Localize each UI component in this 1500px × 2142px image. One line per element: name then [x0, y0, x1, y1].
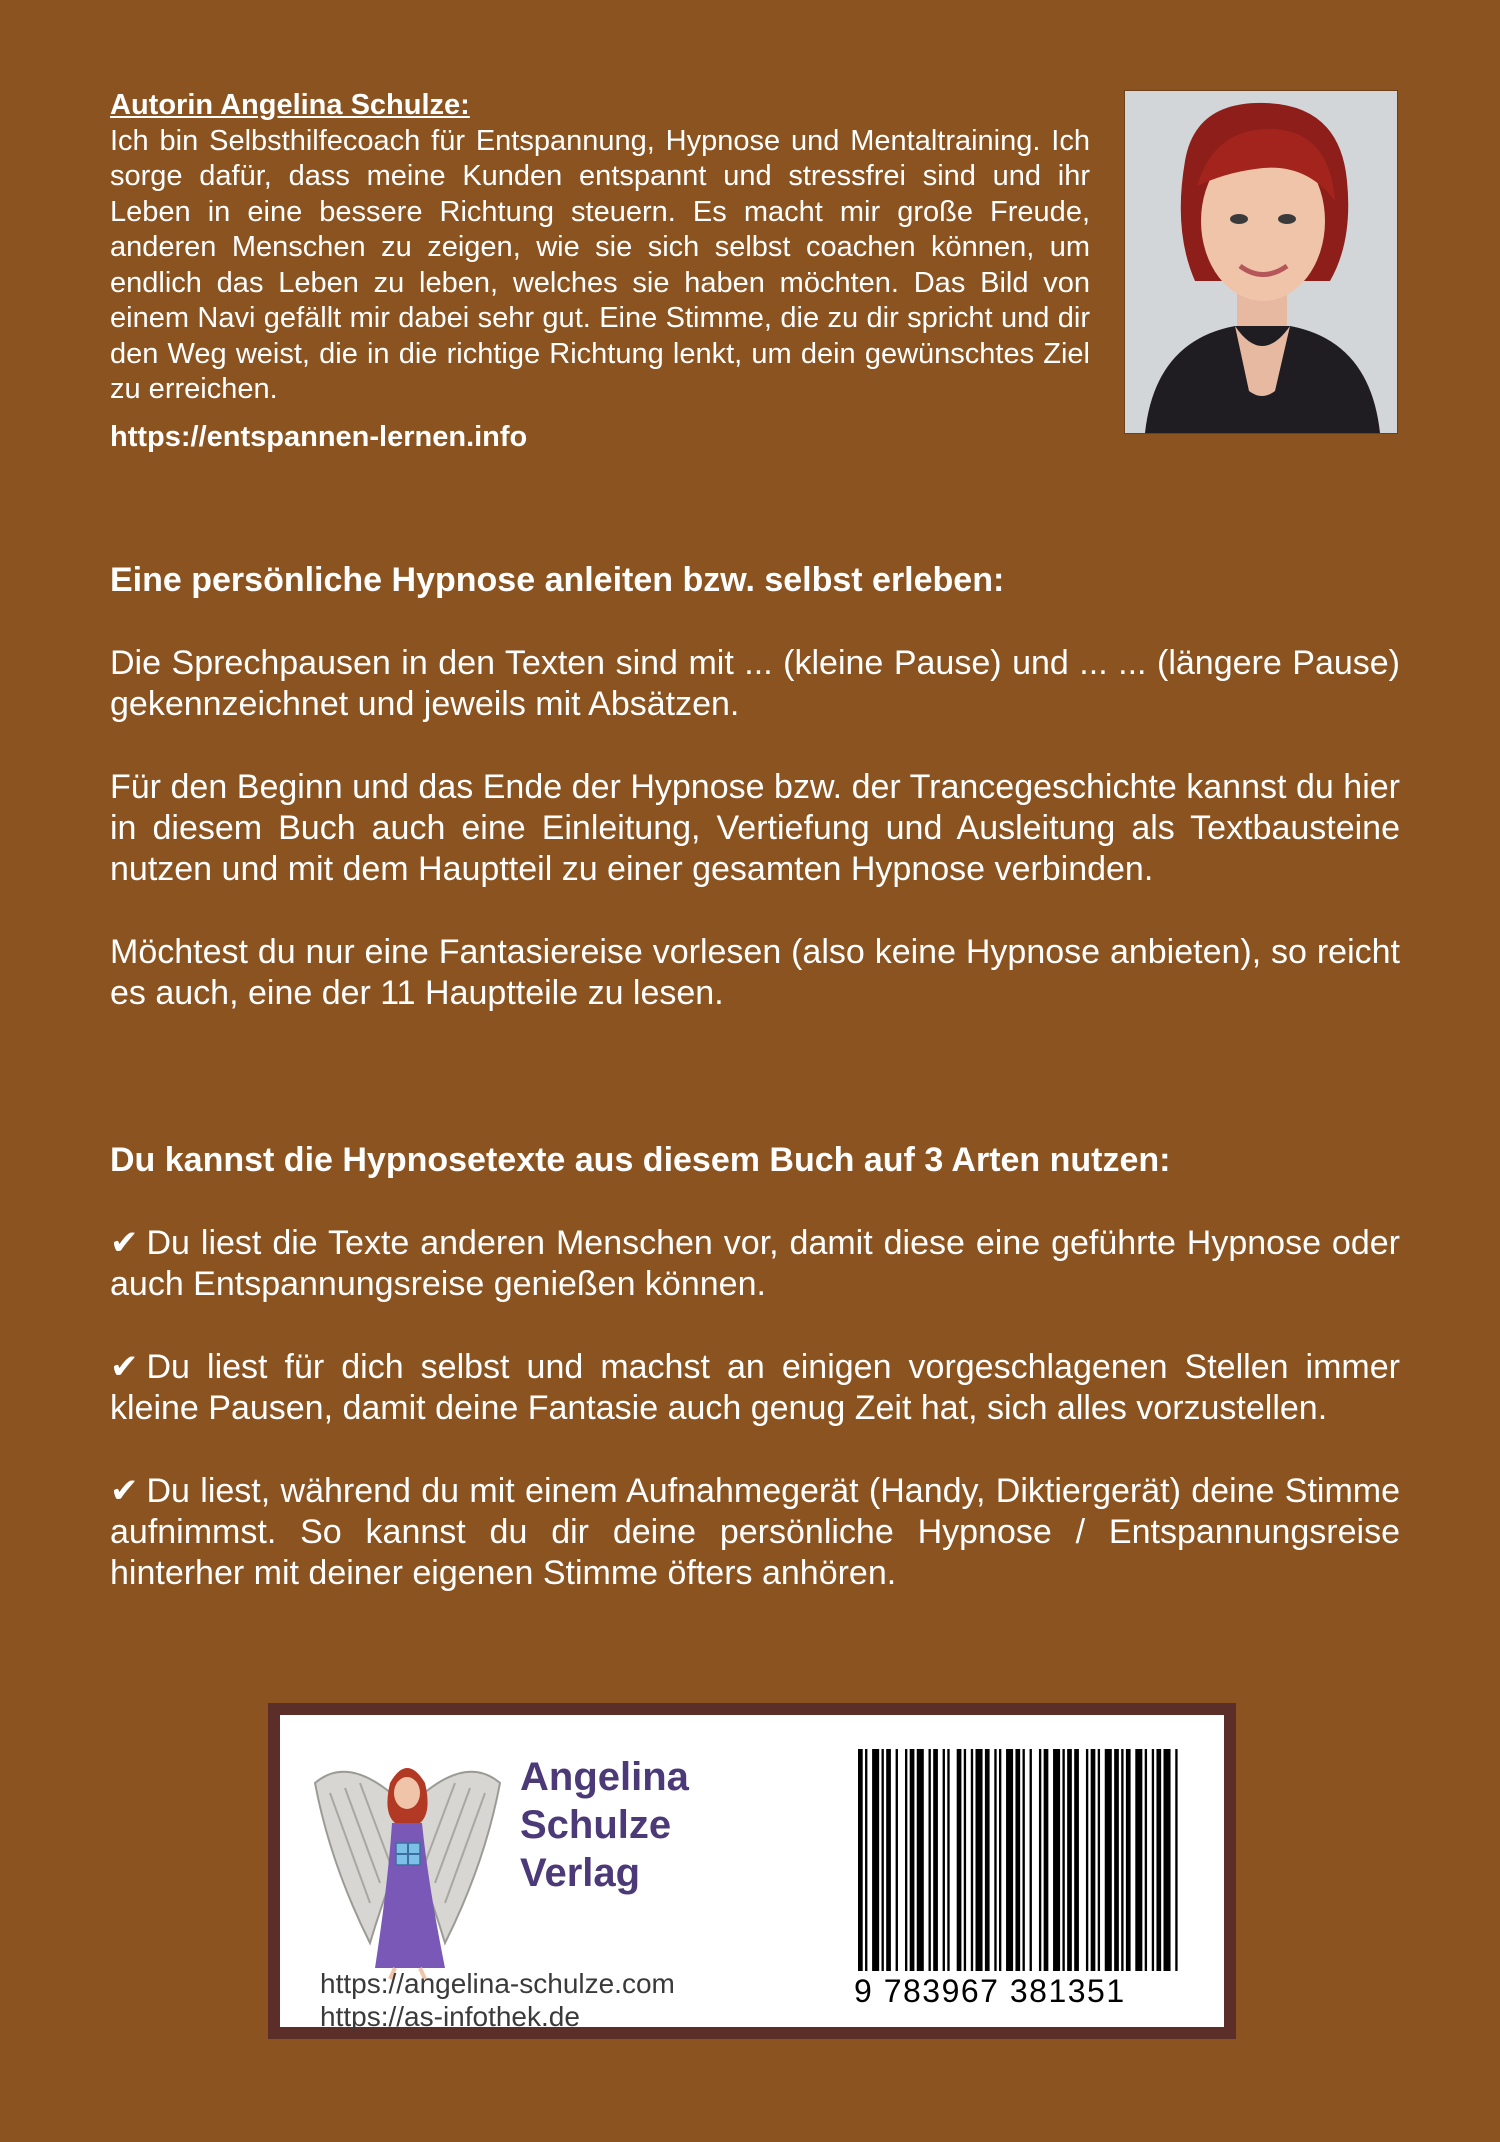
barcode-bar — [1015, 1749, 1020, 1971]
barcode-bar — [1135, 1749, 1142, 1971]
barcode-bar — [865, 1749, 867, 1971]
barcode-bar — [929, 1749, 931, 1971]
barcode-bar — [886, 1749, 891, 1971]
usage-item-text: Du liest für dich selbst und machst an einigen vorgeschlagenen Stellen immer kleine Pausen, damit deine Fantasie auch genug Zeit hat, sich alles vorzustellen. — [110, 1348, 1400, 1427]
barcode-bar — [1044, 1749, 1049, 1971]
barcode-bar — [882, 1749, 884, 1971]
hypnosis-section — [110, 560, 1400, 1014]
publisher-box — [268, 1703, 1236, 2039]
barcode-bar — [985, 1749, 990, 1971]
usage-item-text: Du liest die Texte anderen Menschen vor, damit diese eine geführte Hypnose oder auch Entspannungsreise genießen können. — [110, 1224, 1400, 1303]
publisher-links — [320, 1967, 675, 2033]
barcode-bar — [999, 1749, 1001, 1971]
barcode-bar — [1105, 1749, 1112, 1971]
publisher-name — [520, 1753, 689, 1897]
barcode-bar — [1152, 1749, 1154, 1971]
barcode-bar — [943, 1749, 945, 1971]
barcode-bar — [1121, 1749, 1123, 1971]
barcode-bar — [917, 1749, 924, 1971]
checkmark-icon: ✔ — [110, 1348, 139, 1386]
barcode-bar — [1086, 1749, 1088, 1971]
barcode-bar — [1062, 1749, 1064, 1971]
barcode-bar — [964, 1749, 966, 1971]
author-block — [110, 88, 1090, 455]
barcode-bar — [971, 1749, 973, 1971]
barcode-bar — [1091, 1749, 1096, 1971]
barcode-bar — [1030, 1749, 1032, 1971]
publisher-panel — [280, 1715, 1224, 2032]
barcode-bar — [1067, 1749, 1072, 1971]
barcode-bar — [1145, 1749, 1147, 1971]
barcode-bar — [1023, 1749, 1025, 1971]
barcode-bar — [1006, 1749, 1013, 1971]
barcode-bar — [1126, 1749, 1131, 1971]
barcode-bar — [872, 1749, 879, 1971]
hypnosis-paragraph: Die Sprechpausen in den Texten sind mit ... (kleine Pause) und ... ... (längere Pause) gekennzeichnet und jeweils mit Absätzen. — [110, 644, 1400, 723]
usage-item — [110, 1347, 1400, 1429]
author-photo — [1124, 90, 1398, 434]
checkmark-icon: ✔ — [110, 1224, 139, 1262]
usage-section — [110, 1140, 1400, 1594]
author-bio: Ich bin Selbsthilfecoach für Entspannung, Hypnose und Mentaltraining. Ich sorge dafür, dass meine Kunden entspannt und stressfrei sind und ihr Leben in eine bessere Richtung steuern. Es macht mir große Freude, anderen Menschen zu zeigen, wie sie sich selbst coachen können, um endlich das Leben zu leben, welches sie haben möchten. Das Bild von einem Navi gefällt mir dabei sehr gut. Eine Stimme, die zu dir spricht und dir den Weg weist, die in die richtige Richtung lenkt, um dein gewünschtes Ziel zu erreichen. — [110, 124, 1090, 405]
hypnosis-heading: Eine persönliche Hypnose anleiten bzw. selbst erleben: — [110, 561, 1005, 599]
hypnosis-paragraph: Möchtest du nur eine Fantasiereise vorlesen (also keine Hypnose anbieten), so reicht es auch, eine der 11 Hauptteile zu lesen. — [110, 933, 1400, 1012]
usage-heading: Du kannst die Hypnosetexte aus diesem Buch auf 3 Arten nutzen: — [110, 1141, 1171, 1179]
author-portrait-illustration — [1125, 91, 1397, 433]
author-heading: Autorin Angelina Schulze: — [110, 89, 470, 121]
publisher-link[interactable]: https://as-infothek.de — [320, 2001, 580, 2032]
barcode-bar — [1156, 1749, 1161, 1971]
barcode-bar — [905, 1749, 907, 1971]
usage-item-text: Du liest, während du mit einem Aufnahmegerät (Handy, Diktiergerät) deine Stimme aufnimmst. So kannst du dir deine persönliche Hypnose / Entspannungsreise hinterher mit deiner eigenen Stimme öfters anhören. — [110, 1472, 1400, 1592]
isbn-barcode — [854, 1749, 1204, 1971]
barcode-bar — [994, 1749, 996, 1971]
barcode-bar — [1114, 1749, 1119, 1971]
barcode-bar — [933, 1749, 938, 1971]
barcode-bar — [1164, 1749, 1171, 1971]
barcode-bar — [976, 1749, 983, 1971]
barcode-bar — [1039, 1749, 1041, 1971]
checkmark-icon: ✔ — [110, 1472, 139, 1510]
publisher-name-line: Schulze — [520, 1803, 672, 1847]
usage-item — [110, 1471, 1400, 1594]
barcode-bar — [858, 1749, 863, 1971]
barcode-bar — [1175, 1749, 1177, 1971]
barcode-bar — [1074, 1749, 1079, 1971]
barcode-bar — [957, 1749, 962, 1971]
publisher-name-line: Angelina — [520, 1755, 689, 1799]
angel-logo-icon — [310, 1743, 505, 1983]
publisher-link[interactable]: https://angelina-schulze.com — [320, 1968, 675, 1999]
barcode-bar — [1098, 1749, 1100, 1971]
author-website-link[interactable]: https://entspannen-lernen.info — [110, 420, 528, 453]
hypnosis-paragraph: Für den Beginn und das Ende der Hypnose bzw. der Trancegeschichte kannst du hier in diesem Buch auch eine Einleitung, Vertiefung und Ausleitung als Textbausteine nutzen und mit dem Hauptteil zu einer gesamten Hypnose verbinden. — [110, 768, 1400, 888]
publisher-name-line: Verlag — [520, 1851, 641, 1895]
barcode-bar — [1053, 1749, 1060, 1971]
barcode-bar — [896, 1749, 898, 1971]
isbn-digits: 9 783967 381351 — [854, 1973, 1126, 2009]
barcode-bar — [910, 1749, 915, 1971]
usage-item — [110, 1223, 1400, 1305]
barcode-bar — [947, 1749, 949, 1971]
